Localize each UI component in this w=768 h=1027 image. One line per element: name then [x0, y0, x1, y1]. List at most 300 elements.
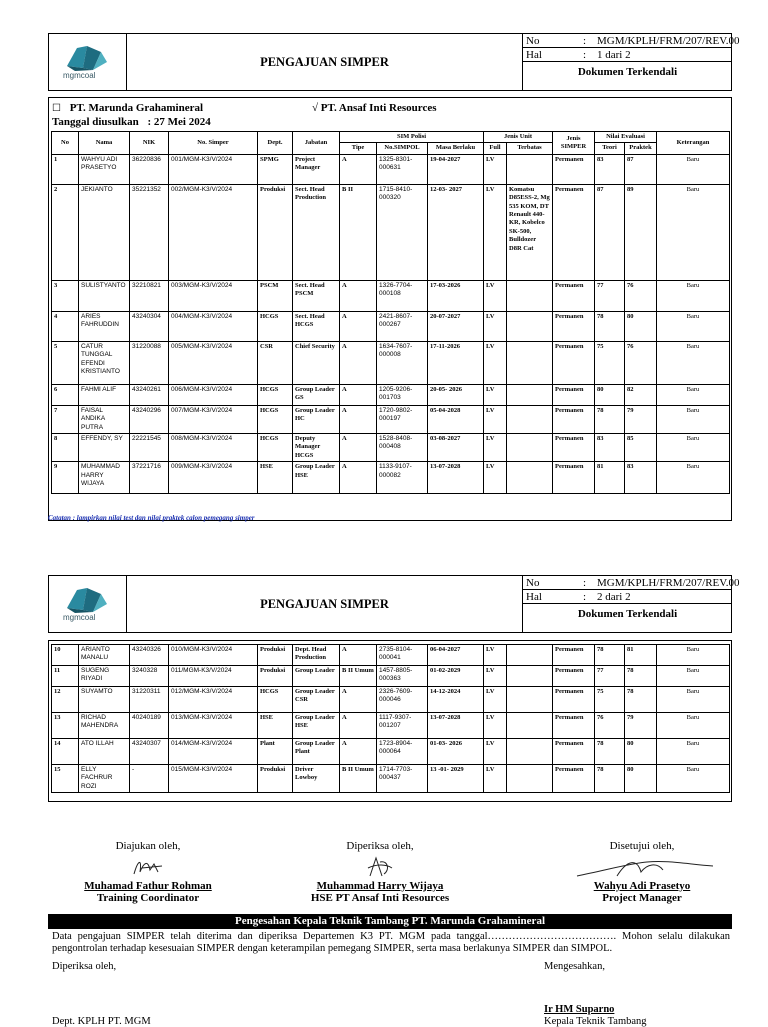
company-ansaf: √ PT. Ansaf Inti Resources	[312, 102, 437, 114]
cell-teori: 77	[595, 280, 625, 311]
cell-dept: Produksi	[258, 765, 293, 793]
cell-dept: Plant	[258, 739, 293, 765]
cell-simper: 003/MGM-K3/V/2024	[169, 280, 258, 311]
cell-full: LV	[484, 645, 507, 666]
col-keterangan: Keterangan	[657, 132, 730, 155]
cell-nama: SULISTYANTO	[79, 280, 130, 311]
cell-praktek: 79	[625, 405, 657, 433]
signature-checker	[290, 840, 470, 904]
cell-simpol: 1117-9307-001207	[377, 713, 428, 739]
mgmcoal-logo-icon	[63, 44, 109, 72]
cell-full: LV	[484, 434, 507, 462]
cell-nik: 43240307	[130, 739, 169, 765]
cell-nik: 31220311	[130, 687, 169, 713]
cell-jabatan: Deputy Manager HCGS	[293, 434, 340, 462]
cell-nama: ELLY FACHRUR ROZI	[79, 765, 130, 793]
cell-masa: 03-08-2027	[428, 434, 484, 462]
cell-teori: 80	[595, 384, 625, 405]
cell-jenis: Permanen	[553, 666, 595, 687]
cell-praktek: 85	[625, 434, 657, 462]
cell-masa: 20-05- 2026	[428, 384, 484, 405]
cell-terbatas	[507, 311, 553, 341]
cell-simper: 006/MGM-K3/V/2024	[169, 384, 258, 405]
sig-label: Diperiksa oleh,	[346, 840, 414, 852]
cell-nama: RICHAD MAHENDRA	[79, 713, 130, 739]
doc-number: MGM/KPLH/FRM/207/REV.00	[597, 577, 740, 589]
cell-tipe: B II Umum	[340, 666, 377, 687]
cell-nik: 36220836	[130, 154, 169, 184]
approval-text: Data pengajuan SIMPER telah diterima dan diperiksa Departemen K3 PT. MGM pada tanggal………………………………. Mohon selalu dilakukan pengontrolan terhadap kesesuaian SIMPER dengan keterampilan pemegang SIMPER, serta masa berlakunya SIMPER dan SIMPOL.	[52, 931, 730, 954]
company-mgm: PT. Marunda Grahamineral	[69, 102, 204, 114]
cell-nik: 35221352	[130, 184, 169, 280]
controlled-doc-label: Dokumen Terkendali	[577, 66, 678, 78]
cell-nik: 31220088	[130, 341, 169, 384]
cell-terbatas	[507, 765, 553, 793]
cell-simpol: 2326-7609-000046	[377, 687, 428, 713]
cell-jabatan: Group Leader GS	[293, 384, 340, 405]
cell-nama: ARIANTO MANALU	[79, 645, 130, 666]
cell-ket: Baru	[657, 739, 730, 765]
cell-teori: 77	[595, 666, 625, 687]
cell-simpol: 1528-8408-000408	[377, 434, 428, 462]
cell-terbatas	[507, 154, 553, 184]
cell-tipe: A	[340, 405, 377, 433]
cell-tipe: A	[340, 154, 377, 184]
cell-nama: EFFENDY, SY	[79, 434, 130, 462]
col-no: No	[52, 132, 79, 155]
cell-masa: 17-11-2026	[428, 341, 484, 384]
cell-masa: 19-04-2027	[428, 154, 484, 184]
cell-praktek: 79	[625, 713, 657, 739]
col-nama: Nama	[79, 132, 130, 155]
cell-jenis: Permanen	[553, 405, 595, 433]
cell-nama: SUYAMTO	[79, 687, 130, 713]
cell-jenis: Permanen	[553, 384, 595, 405]
sig-role: HSE PT Ansaf Inti Resources	[310, 892, 450, 904]
cell-praktek: 81	[625, 645, 657, 666]
col-no-simpol: No.SIMPOL	[377, 143, 428, 154]
col-no-simper: No. Simper	[169, 132, 258, 155]
logo	[49, 576, 127, 632]
table-row	[52, 462, 730, 494]
cell-terbatas	[507, 434, 553, 462]
cell-dept: HCGS	[258, 311, 293, 341]
col-praktek: Praktek	[625, 143, 657, 154]
cell-nama: ARIES FAHRUDDIN	[79, 311, 130, 341]
col-terbatas: Terbatas	[507, 143, 553, 154]
cell-simpol: 1326-7704-000108	[377, 280, 428, 311]
cell-ket: Baru	[657, 687, 730, 713]
sig-label: Diajukan oleh,	[115, 840, 181, 852]
cell-praktek: 80	[625, 311, 657, 341]
cell-ket: Baru	[657, 765, 730, 793]
table-row	[52, 405, 730, 433]
cell-no: 12	[52, 687, 79, 713]
company-line	[52, 102, 203, 114]
cell-simpol: 1634-7607-000008	[377, 341, 428, 384]
cell-no: 6	[52, 384, 79, 405]
table-row	[52, 739, 730, 765]
table-row	[52, 184, 730, 280]
col-tipe: Tipe	[340, 143, 377, 154]
colon: :	[583, 591, 587, 603]
cell-tipe: A	[340, 384, 377, 405]
cell-tipe: A	[340, 687, 377, 713]
cell-no: 9	[52, 462, 79, 494]
cell-tipe: A	[340, 713, 377, 739]
cell-praktek: 80	[625, 765, 657, 793]
cell-simpol: 1715-8410-000320	[377, 184, 428, 280]
cell-full: LV	[484, 405, 507, 433]
cell-dept: Produksi	[258, 184, 293, 280]
table-row	[52, 645, 730, 666]
approval-banner: Pengesahan Kepala Teknik Tambang PT. Marunda Grahamineral	[48, 914, 732, 929]
cell-nik: -	[130, 765, 169, 793]
cell-simpol: 1457-8805-000363	[377, 666, 428, 687]
footnote: Catatan : lampirkan nilai test dan nilai praktek calon pemegang simper	[48, 514, 255, 522]
sig-role: Training Coordinator	[96, 892, 200, 904]
cell-no: 14	[52, 739, 79, 765]
cell-teori: 78	[595, 405, 625, 433]
cell-simper: 015/MGM-K3/V/2024	[169, 765, 258, 793]
cell-no: 4	[52, 311, 79, 341]
cell-nik: 37221716	[130, 462, 169, 494]
cell-simper: 001/MGM-K3/V/2024	[169, 154, 258, 184]
cell-jabatan: Project Manager	[293, 154, 340, 184]
cell-jenis: Permanen	[553, 687, 595, 713]
col-jenis-unit: Jenis Unit	[484, 132, 553, 143]
table-row	[52, 434, 730, 462]
col-teori: Teori	[595, 143, 625, 154]
table-row	[52, 311, 730, 341]
table-row	[52, 666, 730, 687]
cell-ket: Baru	[657, 184, 730, 280]
cell-full: LV	[484, 341, 507, 384]
cell-jenis: Permanen	[553, 154, 595, 184]
logo-text: mgmcoal	[63, 613, 96, 622]
date-value: : 27 Mei 2024	[147, 116, 211, 128]
cell-teori: 87	[595, 184, 625, 280]
cell-terbatas	[507, 645, 553, 666]
cell-full: LV	[484, 462, 507, 494]
date-label: Tanggal diusulkan	[52, 116, 139, 128]
col-masa: Masa Berlaku	[428, 143, 484, 154]
cell-dept: HSE	[258, 713, 293, 739]
cell-simpol: 1720-9802-000197	[377, 405, 428, 433]
cell-no: 7	[52, 405, 79, 433]
cell-ket: Baru	[657, 645, 730, 666]
cell-tipe: A	[340, 311, 377, 341]
cell-jenis: Permanen	[553, 434, 595, 462]
cell-nama: ATO ILLAH	[79, 739, 130, 765]
cell-simpol: 2735-8104-000041	[377, 645, 428, 666]
cell-jenis: Permanen	[553, 280, 595, 311]
handwritten-signature-icon	[128, 854, 168, 880]
no-label: No	[526, 577, 540, 589]
cell-tipe: A	[340, 341, 377, 384]
col-nik: NIK	[130, 132, 169, 155]
hal-label: Hal	[526, 591, 542, 603]
cell-praktek: 83	[625, 462, 657, 494]
cell-full: LV	[484, 687, 507, 713]
controlled-doc-label: Dokumen Terkendali	[577, 608, 678, 620]
cell-masa: 13 -01- 2029	[428, 765, 484, 793]
cell-nik: 40240189	[130, 713, 169, 739]
logo-text: mgmcoal	[63, 71, 96, 80]
cell-jabatan: Group Leader	[293, 666, 340, 687]
cell-nama: JEKIANTO	[79, 184, 130, 280]
cell-dept: HCGS	[258, 687, 293, 713]
cell-nama: FAHMI ALIF	[79, 384, 130, 405]
cell-teori: 75	[595, 341, 625, 384]
cell-dept: CSR	[258, 341, 293, 384]
form-title: PENGAJUAN SIMPER	[127, 576, 523, 632]
col-jenis-simper: Jenis SIMPER	[553, 132, 595, 155]
cell-tipe: A	[340, 462, 377, 494]
cell-jenis: Permanen	[553, 713, 595, 739]
cell-dept: HCGS	[258, 434, 293, 462]
colon: :	[583, 577, 587, 589]
cell-full: LV	[484, 765, 507, 793]
cell-simper: 013/MGM-K3/V/2024	[169, 713, 258, 739]
cell-simper: 009/MGM-K3/V/2024	[169, 462, 258, 494]
cell-nik: 43240304	[130, 311, 169, 341]
col-dept: Dept.	[258, 132, 293, 155]
cell-teori: 78	[595, 645, 625, 666]
form-title: PENGAJUAN SIMPER	[127, 34, 523, 90]
cell-nama: SUGENG RIYADI	[79, 666, 130, 687]
table-row	[52, 280, 730, 311]
cell-simper: 012/MGM-K3/V/2024	[169, 687, 258, 713]
table-row	[52, 765, 730, 793]
cell-full: LV	[484, 739, 507, 765]
col-sim-polisi: SIM Polisi	[340, 132, 484, 143]
table-row	[52, 154, 730, 184]
cell-praktek: 78	[625, 687, 657, 713]
cell-dept: Produksi	[258, 645, 293, 666]
cell-no: 13	[52, 713, 79, 739]
cell-teori: 78	[595, 311, 625, 341]
cell-no: 2	[52, 184, 79, 280]
cell-teori: 83	[595, 154, 625, 184]
cell-jabatan: Group Leader HSE	[293, 713, 340, 739]
page-number: 1 dari 2	[597, 49, 631, 61]
page-number: 2 dari 2	[597, 591, 631, 603]
cell-jabatan: Group Leader HSE	[293, 462, 340, 494]
date-line	[52, 116, 211, 128]
cell-no: 3	[52, 280, 79, 311]
cell-jenis: Permanen	[553, 462, 595, 494]
cell-nik: 22221545	[130, 434, 169, 462]
cell-simper: 011/MGM-K3/V/2024	[169, 666, 258, 687]
cell-simper: 005/MGM-K3/V/2024	[169, 341, 258, 384]
cell-terbatas	[507, 713, 553, 739]
cell-praktek: 78	[625, 666, 657, 687]
cell-nik: 43240261	[130, 384, 169, 405]
col-nilai: Nilai Evaluasi	[595, 132, 657, 143]
checkbox-icon[interactable]: ☐	[52, 103, 61, 114]
cell-simpol: 1325-8301-000631	[377, 154, 428, 184]
cell-ket: Baru	[657, 341, 730, 384]
col-jabatan: Jabatan	[293, 132, 340, 155]
sig-name: Muhammad Harry Wijaya	[316, 880, 444, 892]
cell-masa: 01-02-2029	[428, 666, 484, 687]
cell-nama: CATUR TUNGGAL EFENDI KRISTIANTO	[79, 341, 130, 384]
cell-simper: 010/MGM-K3/V/2024	[169, 645, 258, 666]
cell-praktek: 76	[625, 341, 657, 384]
cell-praktek: 80	[625, 739, 657, 765]
cell-simper: 004/MGM-K3/V/2024	[169, 311, 258, 341]
cell-masa: 14-12-2024	[428, 687, 484, 713]
cell-terbatas	[507, 405, 553, 433]
cell-full: LV	[484, 384, 507, 405]
simper-table-page2	[51, 644, 730, 793]
col-full: Full	[484, 143, 507, 154]
cell-ket: Baru	[657, 462, 730, 494]
cell-terbatas	[507, 384, 553, 405]
cell-jabatan: Dept. Head Production	[293, 645, 340, 666]
ktt-name: Ir HM Suparno	[544, 1004, 615, 1015]
cell-simper: 007/MGM-K3/V/2024	[169, 405, 258, 433]
cell-simper: 008/MGM-K3/V/2024	[169, 434, 258, 462]
cell-jabatan: Sect. Head HCGS	[293, 311, 340, 341]
page1-header	[48, 33, 740, 91]
cell-dept: HSE	[258, 462, 293, 494]
checked-by-label: Diperiksa oleh,	[52, 961, 117, 972]
cell-simpol: 1714-7703-000437	[377, 765, 428, 793]
cell-masa: 06-04-2027	[428, 645, 484, 666]
cell-no: 5	[52, 341, 79, 384]
cell-masa: 13-07-2028	[428, 713, 484, 739]
cell-teori: 78	[595, 739, 625, 765]
ratified-label: Mengesahkan,	[544, 961, 605, 972]
cell-teori: 75	[595, 687, 625, 713]
cell-no: 15	[52, 765, 79, 793]
cell-tipe: B II	[340, 184, 377, 280]
cell-tipe: A	[340, 739, 377, 765]
cell-full: LV	[484, 184, 507, 280]
cell-dept: HCGS	[258, 384, 293, 405]
cell-ket: Baru	[657, 713, 730, 739]
sig-role: Project Manager	[602, 892, 682, 904]
cell-tipe: B II Umum	[340, 765, 377, 793]
cell-ket: Baru	[657, 311, 730, 341]
cell-no: 10	[52, 645, 79, 666]
mgmcoal-logo-icon	[63, 586, 109, 614]
sig-name: Wahyu Adi Prasetyo	[593, 880, 691, 892]
handwritten-signature-icon	[360, 854, 400, 880]
dept-kplh: Dept. KPLH PT. MGM	[52, 1016, 151, 1027]
cell-nik: 43240326	[130, 645, 169, 666]
cell-nik: 43240296	[130, 405, 169, 433]
cell-ket: Baru	[657, 280, 730, 311]
cell-simpol: 1205-9206-001703	[377, 384, 428, 405]
cell-ket: Baru	[657, 434, 730, 462]
table-row	[52, 687, 730, 713]
cell-ket: Baru	[657, 384, 730, 405]
cell-dept: HCGS	[258, 405, 293, 433]
cell-praktek: 76	[625, 280, 657, 311]
cell-terbatas	[507, 666, 553, 687]
handwritten-signature-icon	[567, 854, 717, 880]
cell-jabatan: Group Leader CSR	[293, 687, 340, 713]
cell-nama: MUHAMMAD HARRY WIJAYA	[79, 462, 130, 494]
colon: :	[583, 49, 587, 61]
cell-ket: Baru	[657, 405, 730, 433]
cell-jabatan: Group Leader HC	[293, 405, 340, 433]
cell-masa: 17-03-2026	[428, 280, 484, 311]
cell-masa: 01-03- 2026	[428, 739, 484, 765]
cell-nama: FAISAL ANDIKA PUTRA	[79, 405, 130, 433]
cell-full: LV	[484, 311, 507, 341]
cell-nik: 32210821	[130, 280, 169, 311]
cell-full: LV	[484, 666, 507, 687]
sig-name: Muhamad Fathur Rohman	[84, 880, 212, 892]
signature-approver	[560, 840, 724, 904]
cell-terbatas	[507, 739, 553, 765]
cell-no: 11	[52, 666, 79, 687]
doc-number: MGM/KPLH/FRM/207/REV.00	[597, 35, 740, 47]
simper-table-page1	[51, 131, 730, 494]
signature-submitter	[60, 840, 236, 904]
cell-masa: 13-07-2028	[428, 462, 484, 494]
cell-jenis: Permanen	[553, 184, 595, 280]
cell-dept: SPMG	[258, 154, 293, 184]
cell-dept: Produksi	[258, 666, 293, 687]
doc-meta	[523, 576, 740, 632]
cell-jenis: Permanen	[553, 645, 595, 666]
page2-header	[48, 575, 740, 633]
cell-simper: 014/MGM-K3/V/2024	[169, 739, 258, 765]
sig-label: Disetujui oleh,	[609, 840, 675, 852]
doc-meta	[523, 34, 740, 90]
cell-jenis: Permanen	[553, 765, 595, 793]
cell-tipe: A	[340, 434, 377, 462]
cell-ket: Baru	[657, 154, 730, 184]
cell-teori: 81	[595, 462, 625, 494]
cell-masa: 05-04-2028	[428, 405, 484, 433]
table-row	[52, 713, 730, 739]
cell-praktek: 89	[625, 184, 657, 280]
cell-jabatan: Group Leader Plant	[293, 739, 340, 765]
no-label: No	[526, 35, 540, 47]
cell-no: 1	[52, 154, 79, 184]
cell-simpol: 2421-8607-000267	[377, 311, 428, 341]
table-row	[52, 384, 730, 405]
cell-simpol: 1723-8904-000064	[377, 739, 428, 765]
cell-jenis: Permanen	[553, 341, 595, 384]
cell-terbatas	[507, 687, 553, 713]
cell-nama: WAHYU ADI PRASETYO	[79, 154, 130, 184]
cell-masa: 20-07-2027	[428, 311, 484, 341]
cell-terbatas: Komatsu D85ESS-2, Mg 535 KOM, DT Renault 440-KR, Kobelco SK-500, Bulldozer D8R Cat	[507, 184, 553, 280]
cell-simper: 002/MGM-K3/V/2024	[169, 184, 258, 280]
ktt-role: Kepala Teknik Tambang	[544, 1016, 647, 1027]
logo	[49, 34, 127, 90]
cell-teori: 76	[595, 713, 625, 739]
cell-full: LV	[484, 713, 507, 739]
cell-jabatan: Sect. Head Production	[293, 184, 340, 280]
cell-jenis: Permanen	[553, 311, 595, 341]
cell-teori: 83	[595, 434, 625, 462]
cell-teori: 78	[595, 765, 625, 793]
cell-dept: PSCM	[258, 280, 293, 311]
cell-simpol: 1133-9107-000082	[377, 462, 428, 494]
cell-terbatas	[507, 280, 553, 311]
cell-nik: 3240328	[130, 666, 169, 687]
cell-jabatan: Sect. Head PSCM	[293, 280, 340, 311]
cell-ket: Baru	[657, 666, 730, 687]
